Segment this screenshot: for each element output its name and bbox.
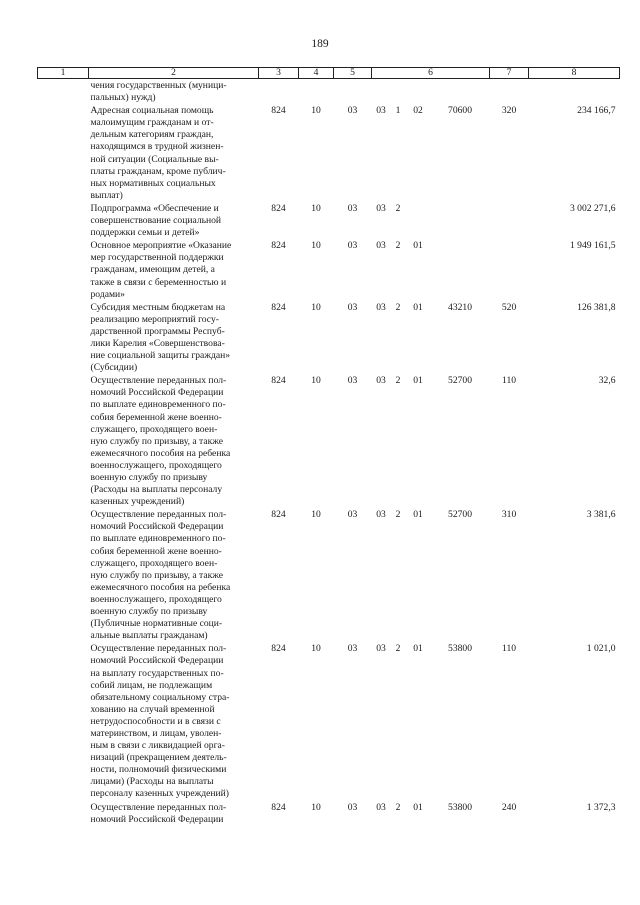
admin-code [259,79,299,105]
section-code: 10 [311,375,321,387]
table-row [38,374,620,508]
admin-code: 824 [271,105,286,117]
table-row [38,801,620,826]
expense-type-code [490,239,529,300]
event-code: 01 [413,801,423,813]
row-name: Осуществление переданных пол- номочий Российской Федерации по выплате единовременного по- собия беременной жене военно- служащего, проходящего воен- ную службу по призыву, а также ежемесячного пособия на ребенка военнослужащего, проходящего военную службу по призыву (Публичные нормативные соци- альные выплаты гражданам) [90,509,231,642]
subsection-code: 03 [347,509,358,521]
amount: 234 166,7 [577,105,616,117]
event-code: 01 [413,375,423,387]
program-code: 03 [376,643,386,655]
amount: 1 021,0 [586,643,616,655]
amount: 1 372,3 [586,801,616,813]
program-code: 03 [376,105,386,117]
row-name: чения государственных (муници- пальных) нужд) [90,80,227,104]
admin-code: 824 [271,509,286,521]
subprogram-code: 2 [395,202,401,214]
header-cell: 8 [529,68,620,79]
subprogram-code: 2 [395,301,401,313]
direction-code: 70600 [448,105,473,117]
subsection-code: 03 [347,240,358,252]
direction-code: 43210 [448,301,473,313]
subprogram-code: 1 [395,105,401,117]
admin-code: 824 [271,375,286,387]
admin-code: 824 [271,801,286,813]
section-code [299,79,334,105]
direction-code: 52700 [448,509,473,521]
header-cell: 1 [38,68,89,79]
empty-cell [38,239,89,300]
subprogram-code: 2 [395,375,401,387]
empty-cell [38,374,89,508]
event-code [406,202,431,239]
section-code: 10 [311,301,321,313]
program-code: 03 [376,301,386,313]
subprogram-code: 2 [395,240,401,252]
empty-cell [38,301,89,375]
subsection-code: 03 [347,643,358,655]
event-code [406,79,431,105]
direction-code [431,239,490,300]
row-name: Осуществление переданных пол- номочий Российской Федерации на выплату государственных по- собий лицам, не подлежащим обязательному социальному стра- хованию на случай временной нетрудоспособности и в связи с материнством, и лицам, уволен- ным в связи с ликвидацией орга- низаций (прекращением деятель- ности, полномочий физическими лицами) (Расходы на выплаты персоналу казенных учреждений) [90,643,230,800]
subprogram-code [391,79,406,105]
direction-code [431,202,490,239]
amount: 3 002 271,6 [569,202,616,214]
amount [529,79,620,105]
subprogram-code: 2 [395,801,401,813]
expense-type-code: 520 [501,301,517,313]
program-code [372,79,391,105]
event-code: 01 [413,509,423,521]
subsection-code: 03 [347,105,358,117]
empty-cell [38,801,89,826]
admin-code: 824 [271,643,286,655]
page-number: 189 [311,38,329,50]
expense-type-code: 310 [501,509,517,521]
table-body [38,79,620,826]
admin-code: 824 [271,301,286,313]
table-row [38,642,620,800]
section-code: 10 [311,643,321,655]
subsection-code: 03 [347,375,358,387]
header-cell: 7 [490,68,529,79]
direction-code: 52700 [448,375,473,387]
admin-code: 824 [271,240,286,252]
empty-cell [38,104,89,202]
amount: 3 381,6 [586,509,616,521]
row-name: Субсидия местным бюджетам на реализацию мероприятий госу- дарственной программы Респуб- лики Карелия «Совершенствова- ние социальной защиты граждан» (Субсидии) [90,301,231,374]
expense-type-code [490,79,529,105]
table-row [38,202,620,239]
program-code: 03 [376,509,386,521]
table-row [38,508,620,642]
row-name: Адресная социальная помощь малоимущим гражданам и от- дельным категориям граждан, находящимся в трудной жизнен- ной ситуации (Социальные вы- платы гражданам, кроме публич- ных нормативных социальных выплат) [90,105,226,201]
row-name: Основное мероприятие «Оказание мер государственной поддержки гражданам, имеющим детей, а также в связи с беременностью и родами» [90,240,232,300]
subsection-code: 03 [347,202,358,214]
header-cell: 2 [89,68,259,79]
direction-code [431,79,490,105]
event-code: 01 [413,643,423,655]
row-name: Осуществление переданных пол- номочий Российской Федерации [90,801,227,825]
section-code: 10 [311,202,321,214]
event-code: 02 [413,105,423,117]
program-code: 03 [376,375,386,387]
amount: 1 949 161,5 [569,240,616,252]
header-cell: 3 [259,68,299,79]
empty-cell [38,79,89,105]
empty-cell [38,508,89,642]
event-code: 01 [413,301,423,313]
program-code: 03 [376,202,386,214]
section-code: 10 [311,105,321,117]
expense-type-code: 110 [502,375,517,387]
header-cell: 5 [334,68,372,79]
table-row [38,104,620,202]
empty-cell [38,202,89,239]
header-cell: 6 [372,68,490,79]
subsection-code: 03 [347,801,358,813]
direction-code: 53800 [448,643,473,655]
table-row [38,301,620,375]
section-code: 10 [311,509,321,521]
amount: 126 381,8 [577,301,616,313]
expense-type-code: 240 [501,801,517,813]
header-cell: 4 [299,68,334,79]
expense-type-code [490,202,529,239]
admin-code: 824 [271,202,286,214]
amount: 32,6 [598,375,616,387]
expense-type-code: 320 [501,105,517,117]
header-row [38,68,620,79]
budget-table [37,67,620,826]
program-code: 03 [376,801,386,813]
subsection-code: 03 [347,301,358,313]
expense-type-code: 110 [502,643,517,655]
section-code: 10 [311,240,321,252]
program-code: 03 [376,240,386,252]
row-name: Осуществление переданных пол- номочий Российской Федерации по выплате единовременного по- собия беременной жене военно- служащего, проходящего воен- ную службу по призыву, а также ежемесячного пособия на ребенка военнослужащего, проходящего военную службу по призыву (Расходы на выплаты персоналу казенных учреждений) [90,375,231,508]
event-code: 01 [413,240,423,252]
subprogram-code: 2 [395,509,401,521]
subprogram-code: 2 [395,643,401,655]
table-row [38,239,620,300]
section-code: 10 [311,801,321,813]
empty-cell [38,642,89,800]
subsection-code [334,79,372,105]
table-row [38,79,620,105]
direction-code: 53800 [448,801,473,813]
row-name: Подпрограмма «Обеспечение и совершенствование социальной поддержки семьи и детей» [90,202,222,239]
